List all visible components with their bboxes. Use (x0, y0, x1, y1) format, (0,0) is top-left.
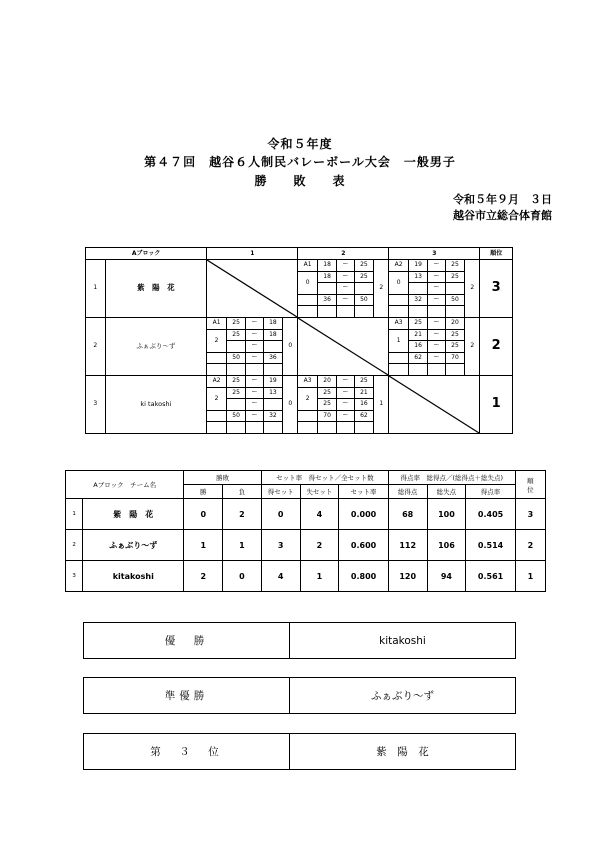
runner-up-value: ふぁぶり～ず (371, 690, 434, 702)
tournament-title: 第４７回 越谷６人制民バレーボール大会 一般男子 (144, 155, 456, 169)
score-right: 25 (445, 341, 465, 353)
point-rate-header: 得点率 総得点／(総得点＋総失点) (388, 471, 515, 485)
score-left: 25 (226, 329, 246, 341)
stat-cell: 120 (388, 561, 427, 592)
stat-cell: 2 (223, 499, 262, 530)
score-dash: ー (337, 387, 354, 399)
column-header: 負 (223, 485, 262, 499)
row-index: 1 (66, 499, 83, 530)
champion-box (83, 622, 516, 659)
score-left: 13 (408, 271, 428, 283)
score-right: 25 (354, 260, 374, 272)
runner-up-box (83, 677, 516, 714)
score-left: 21 (408, 329, 428, 341)
score-dash: ー (428, 294, 445, 306)
win-loss-header: 勝敗 (184, 471, 261, 485)
score-dash: ー (428, 317, 445, 329)
stat-cell: 4 (261, 561, 300, 592)
score-right (263, 341, 283, 353)
score-left (226, 399, 246, 411)
stat-cell: 1 (300, 561, 339, 592)
rank-value: 1 (480, 375, 513, 433)
score-dash: ー (337, 294, 354, 306)
score-right: 25 (354, 375, 374, 387)
score-dash: ー (428, 329, 445, 341)
wins-right: 2 (465, 260, 480, 318)
score-left (317, 283, 337, 295)
third-place-value: 紫 陽 花 (376, 746, 429, 758)
row-index: 2 (66, 530, 83, 561)
event-venue: 越谷市立総合体育館 (453, 209, 552, 222)
table-row (66, 530, 546, 561)
wins-right: 2 (374, 260, 389, 318)
match-code: A1 (298, 260, 318, 272)
event-date: 令和５年９月 ３日 (453, 193, 552, 206)
col-header: 3 (389, 248, 480, 260)
score-right: 50 (445, 294, 465, 306)
score-left: 36 (317, 294, 337, 306)
rank-header: 順位 (480, 248, 513, 260)
score-left: 25 (226, 387, 246, 399)
col-header: 2 (298, 248, 389, 260)
wins-right: 0 (283, 375, 298, 433)
champion-label: 優 勝 (84, 623, 290, 658)
block-label: Aブロック (86, 248, 207, 260)
column-header: 失セット (300, 485, 339, 499)
score-dash: ー (428, 341, 445, 353)
score-dash: ー (337, 375, 354, 387)
team-name: kitakoshi (83, 561, 184, 592)
score-dash: ー (246, 352, 263, 364)
stat-cell: 2 (300, 530, 339, 561)
column-header: 総得点 (388, 485, 427, 499)
stat-cell: 0 (184, 499, 223, 530)
score-dash: ー (428, 260, 445, 272)
match-code: A3 (389, 317, 409, 329)
row-number: 2 (86, 317, 106, 375)
stat-cell: 0.000 (339, 499, 389, 530)
score-right: 18 (263, 329, 283, 341)
score-right: 18 (263, 317, 283, 329)
score-dash: ー (246, 410, 263, 422)
stat-cell: 100 (427, 499, 466, 530)
score-left (226, 341, 246, 353)
stat-cell: 0 (261, 499, 300, 530)
score-dash: ー (428, 352, 445, 364)
score-dash: ー (246, 375, 263, 387)
score-right: 19 (263, 375, 283, 387)
score-right: 25 (354, 271, 374, 283)
team-name: 紫 陽 花 (105, 260, 207, 318)
score-dash: ー (246, 317, 263, 329)
score-left: 16 (408, 341, 428, 353)
row-number: 1 (86, 260, 106, 318)
team-name: ふぁぶり～ず (83, 530, 184, 561)
wins-left: 0 (298, 271, 318, 294)
score-right: 50 (354, 294, 374, 306)
third-place-box (83, 733, 516, 770)
score-left (408, 283, 428, 295)
score-dash: ー (337, 260, 354, 272)
stat-cell: 0.561 (466, 561, 516, 592)
rank-header: 順 位 (515, 471, 545, 499)
diagonal-cell (207, 260, 298, 318)
stat-cell: 1 (184, 530, 223, 561)
match-code: A1 (207, 317, 227, 329)
diagonal-line (207, 260, 297, 317)
rank-value: 3 (515, 499, 545, 530)
column-header: 得セット (261, 485, 300, 499)
score-dash: ー (337, 271, 354, 283)
score-right: 25 (445, 260, 465, 272)
wins-right: 2 (465, 317, 480, 375)
wins-left: 1 (389, 329, 409, 352)
standings-table (65, 470, 546, 592)
column-header: 総失点 (427, 485, 466, 499)
stat-cell: 4 (300, 499, 339, 530)
column-header: 得点率 (466, 485, 516, 499)
score-left: 25 (408, 317, 428, 329)
score-dash: ー (337, 399, 354, 411)
set-rate-header: セット率 得セット／全セット数 (261, 471, 388, 485)
score-right (263, 399, 283, 411)
score-left: 70 (317, 410, 337, 422)
stat-cell: 94 (427, 561, 466, 592)
stat-cell: 106 (427, 530, 466, 561)
stat-cell: 1 (223, 530, 262, 561)
score-left: 19 (408, 260, 428, 272)
score-right: 13 (263, 387, 283, 399)
score-right: 62 (354, 410, 374, 422)
team-name: ki takoshi (105, 375, 207, 433)
stat-cell: 0.514 (466, 530, 516, 561)
match-code: A2 (207, 375, 227, 387)
column-header: 勝 (184, 485, 223, 499)
score-right: 16 (354, 399, 374, 411)
score-right: 25 (445, 271, 465, 283)
score-right: 21 (354, 387, 374, 399)
score-right: 36 (263, 352, 283, 364)
team-name: ふぁぶり～ず (105, 317, 207, 375)
score-left: 18 (317, 271, 337, 283)
score-right: 32 (263, 410, 283, 422)
score-dash: ー (246, 329, 263, 341)
score-dash: ー (337, 410, 354, 422)
table-row (66, 561, 546, 592)
table-row (66, 499, 546, 530)
rank-value: 2 (515, 530, 545, 561)
score-right: 20 (445, 317, 465, 329)
sheet-title: 勝 敗 表 (254, 174, 346, 188)
score-dash: ー (246, 341, 263, 353)
wins-left: 2 (207, 329, 227, 352)
champion-value: kitakoshi (379, 634, 426, 647)
stat-cell: 0.405 (466, 499, 516, 530)
match-code: A3 (298, 375, 318, 387)
score-dash: ー (428, 271, 445, 283)
rank-value: 3 (480, 260, 513, 318)
diagonal-line (298, 318, 388, 375)
wins-left: 0 (389, 271, 409, 294)
diagonal-cell (389, 375, 480, 433)
score-left: 62 (408, 352, 428, 364)
score-dash: ー (246, 399, 263, 411)
row-index: 3 (66, 561, 83, 592)
diagonal-cell (298, 317, 389, 375)
score-right: 70 (445, 352, 465, 364)
team-name: 紫 陽 花 (83, 499, 184, 530)
block-team-label: Aブロック チーム名 (66, 471, 184, 499)
score-left: 18 (317, 260, 337, 272)
score-right (445, 283, 465, 295)
score-left: 50 (226, 352, 246, 364)
score-dash: ー (337, 283, 354, 295)
stat-cell: 112 (388, 530, 427, 561)
stat-cell: 68 (388, 499, 427, 530)
stat-cell: 0 (223, 561, 262, 592)
score-dash: ー (428, 283, 445, 295)
rank-value: 2 (480, 317, 513, 375)
wins-left: 2 (207, 387, 227, 410)
wins-right: 0 (283, 317, 298, 375)
stat-cell: 2 (184, 561, 223, 592)
match-code: A2 (389, 260, 409, 272)
column-header: セット率 (339, 485, 389, 499)
season-title: 令和５年度 (267, 137, 333, 151)
stat-cell: 0.800 (339, 561, 389, 592)
col-header: 1 (207, 248, 298, 260)
match-table (85, 247, 513, 434)
score-right: 25 (445, 329, 465, 341)
runner-up-label: 準優勝 (84, 678, 290, 713)
rank-value: 1 (515, 561, 545, 592)
score-left: 25 (317, 399, 337, 411)
score-left: 25 (226, 317, 246, 329)
score-dash: ー (246, 387, 263, 399)
stat-cell: 0.600 (339, 530, 389, 561)
score-left: 25 (317, 387, 337, 399)
stat-cell: 3 (261, 530, 300, 561)
wins-right: 1 (374, 375, 389, 433)
score-left: 32 (408, 294, 428, 306)
wins-left: 2 (298, 387, 318, 410)
third-place-label: 第 ３ 位 (84, 734, 290, 769)
diagonal-line (389, 376, 479, 433)
score-left: 25 (226, 375, 246, 387)
score-right (354, 283, 374, 295)
row-number: 3 (86, 375, 106, 433)
score-left: 20 (317, 375, 337, 387)
score-left: 50 (226, 410, 246, 422)
